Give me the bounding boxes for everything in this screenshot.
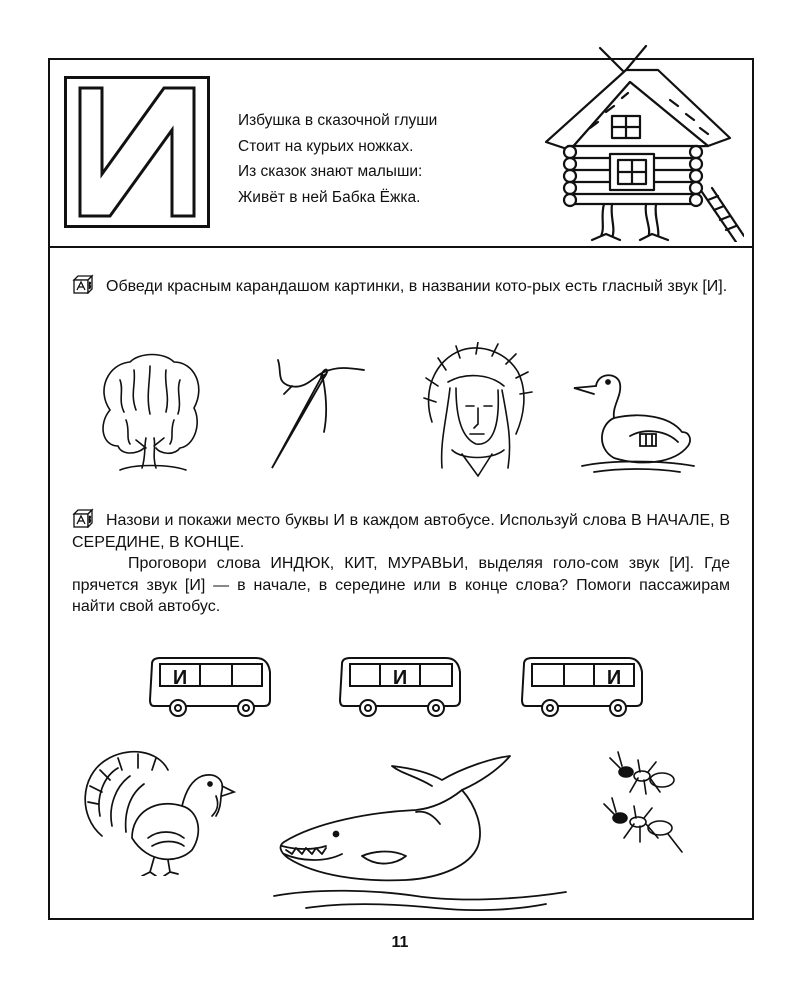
abc-block-icon: [72, 508, 102, 528]
turkey-picture[interactable]: [72, 746, 248, 876]
whale-picture[interactable]: [266, 746, 576, 916]
poem-line: Живёт в ней Бабка Ёжка.: [238, 188, 421, 206]
bus-letter-start[interactable]: [146, 656, 272, 720]
big-letter-outline: [64, 76, 210, 228]
poem-line: Избушка в сказочной глуши: [238, 112, 438, 129]
needle-thread-picture[interactable]: [262, 352, 372, 472]
task-1: [72, 274, 730, 298]
indian-chief-picture[interactable]: [412, 342, 536, 478]
worksheet-frame: [48, 58, 754, 920]
task-2: [72, 508, 730, 618]
buses-row: [50, 656, 752, 736]
task-1-pictures: [50, 342, 752, 482]
poem: [238, 108, 437, 210]
poem-line: Из сказок знают малыши:: [238, 163, 423, 180]
ants-picture[interactable]: [598, 748, 708, 868]
duck-picture[interactable]: [570, 366, 700, 476]
section-divider: [50, 246, 752, 248]
bus-letter-end[interactable]: [518, 656, 644, 720]
bus-letter: И: [172, 667, 188, 689]
willow-tree-picture[interactable]: [90, 350, 210, 474]
big-letter-text: И: [137, 166, 138, 167]
animals-row: [50, 746, 752, 916]
task-2-line-2: Проговори слова ИНДЮК, КИТ, МУРАВЬИ, выделяя голо-сом звук [И]. Где прячется звук [И] — в начале, в середине или в конце слова? Помоги пассажирам найти свой автобус.: [72, 555, 730, 615]
hut-on-chicken-legs-illustration: [530, 42, 744, 242]
poem-line: Стоит на курьих ножках.: [238, 137, 414, 155]
bus-letter: И: [606, 667, 622, 689]
bus-letter: И: [392, 667, 408, 689]
page-number: 11: [391, 934, 409, 951]
bus-letter-middle[interactable]: [336, 656, 462, 720]
task-2-line-1: Назови и покажи место буквы И в каждом автобусе. Используй слова В НАЧАЛЕ, В СЕРЕДИНЕ, В КОНЦЕ.: [72, 512, 730, 551]
task-1-text: Обведи красным карандашом картинки, в названии кото-рых есть гласный звук [И].: [106, 278, 728, 295]
abc-block-icon: [72, 274, 102, 294]
task-2-instruction: [72, 508, 730, 553]
